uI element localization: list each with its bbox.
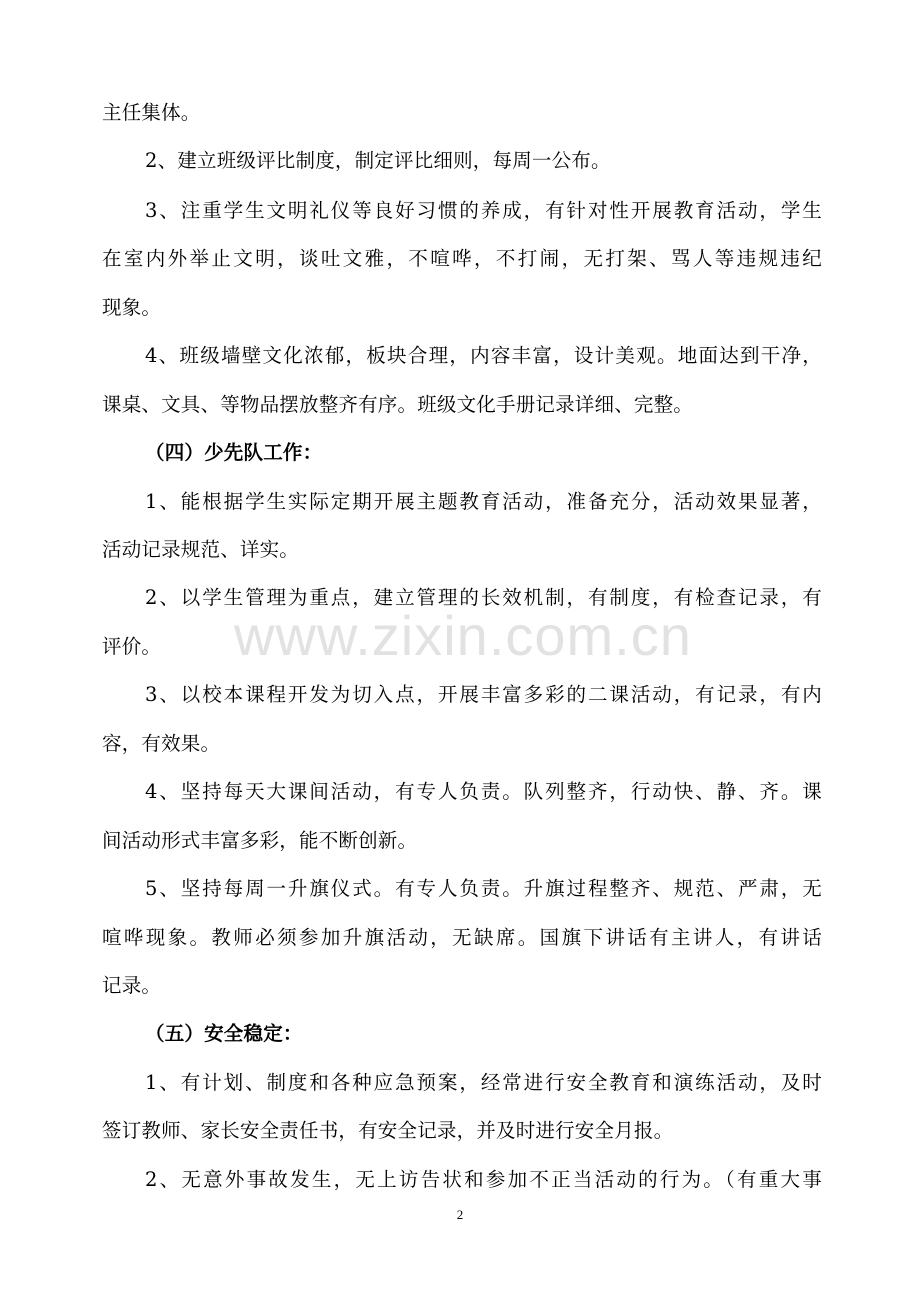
section-heading: （四）少先队工作： bbox=[145, 441, 323, 464]
text-line: 3、注重学生文明礼仪等良好习惯的养成，有针对性开展教育活动，学生 bbox=[145, 199, 822, 222]
text-line: 喧哗现象。教师必须参加升旗活动，无缺席。国旗下讲话有主讲人，有讲话 bbox=[102, 926, 822, 949]
section-heading: （五）安全稳定： bbox=[145, 1022, 303, 1045]
page-number: 2 bbox=[456, 1207, 464, 1222]
watermark: www.zixin.com.cn bbox=[234, 604, 692, 667]
text-line: 1、能根据学生实际定期开展主题教育活动，准备充分，活动效果显著， bbox=[145, 490, 822, 513]
text-line: 主任集体。 bbox=[102, 101, 201, 124]
text-line: 2、以学生管理为重点，建立管理的长效机制，有制度，有检查记录，有 bbox=[145, 586, 822, 609]
text-line: 4、班级墙壁文化浓郁，板块合理，内容丰富，设计美观。地面达到干净， bbox=[145, 344, 822, 367]
text-line: 3、以校本课程开发为切入点，开展丰富多彩的二课活动，有记录，有内 bbox=[145, 683, 822, 706]
text-line: 2、建立班级评比制度，制定评比细则，每周一公布。 bbox=[145, 149, 611, 172]
text-line: 课桌、文具、等物品摆放整齐有序。班级文化手册记录详细、完整。 bbox=[102, 393, 694, 416]
text-line: 签订教师、家长安全责任书，有安全记录，并及时进行安全月报。 bbox=[102, 1119, 674, 1142]
text-line: 容，有效果。 bbox=[102, 732, 221, 755]
text-line: 1、有计划、制度和各种应急预案，经常进行安全教育和演练活动，及时 bbox=[145, 1071, 822, 1094]
text-line: 记录。 bbox=[102, 974, 162, 997]
text-line: 现象。 bbox=[102, 296, 162, 319]
text-line: 2、无意外事故发生，无上访告状和参加不正当活动的行为。（有重大事 bbox=[145, 1168, 822, 1191]
text-line: 4、坚持每天大课间活动，有专人负责。队列整齐，行动快、静、齐。课 bbox=[145, 780, 822, 803]
text-line: 间活动形式丰富多彩，能不断创新。 bbox=[102, 829, 418, 852]
text-line: 活动记录规范、详实。 bbox=[102, 538, 300, 561]
text-line: 在室内外举止文明，谈吐文雅，不喧哗，不打闹，无打架、骂人等违规违纪 bbox=[102, 247, 822, 270]
text-line: 评价。 bbox=[102, 635, 162, 658]
text-line: 5、坚持每周一升旗仪式。有专人负责。升旗过程整齐、规范、严肃，无 bbox=[145, 877, 822, 900]
